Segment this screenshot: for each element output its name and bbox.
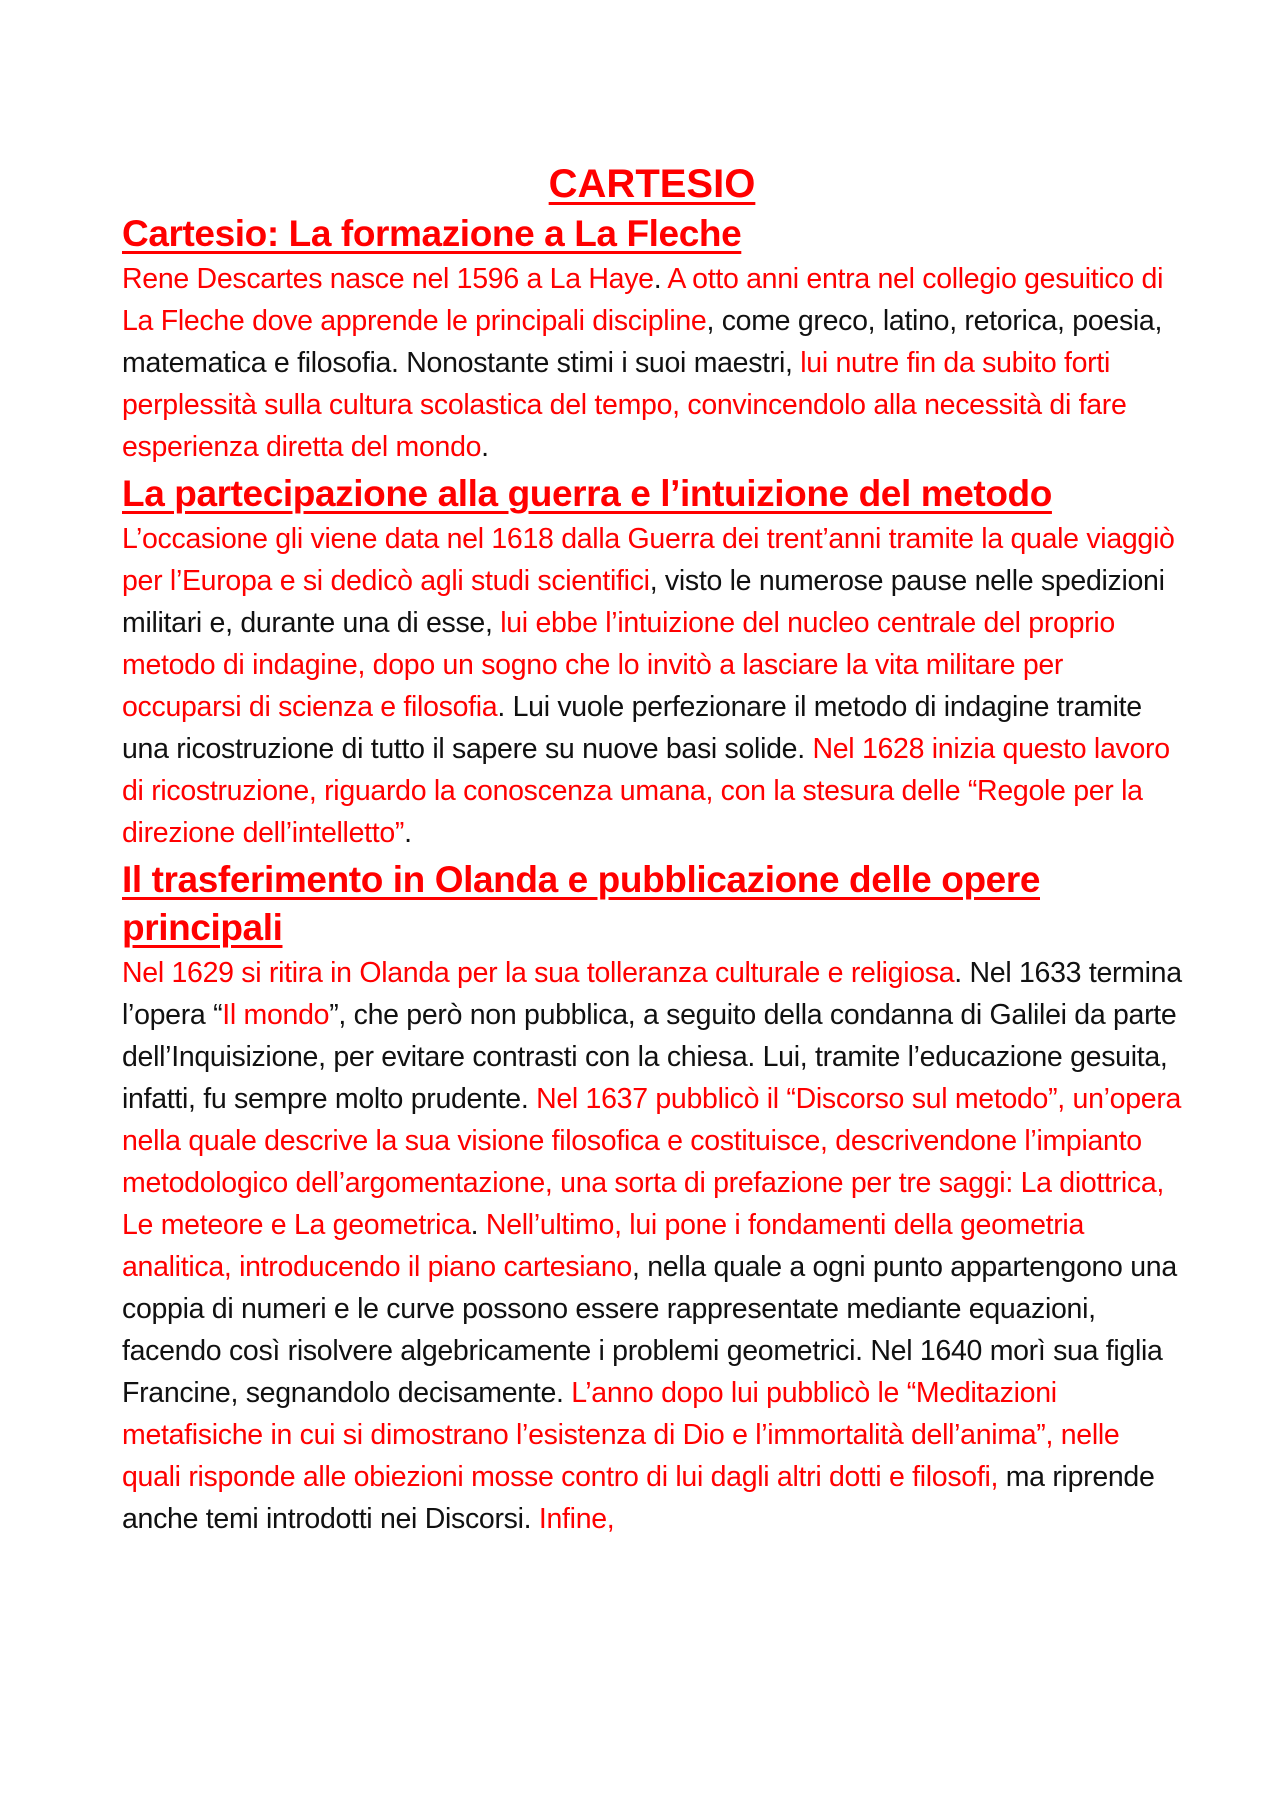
- section-olanda: [122, 856, 1182, 1540]
- document-title: CARTESIO: [548, 162, 756, 206]
- text-normal: .: [404, 817, 412, 849]
- text-highlight: Nel 1637 pubblicò il “Discorso sul metodo”, un’opera nella quale descrive la sua visione filosofica e costituisce, descrivendone l’impianto metodologico dell’argomentazione, una sorta di prefazione per tre saggi: La diottrica, Le meteore e La geometrica: [122, 1083, 1182, 1241]
- text-highlight: Nel 1628 inizia questo lavoro di ricostruzione, riguardo la conoscenza umana, con la stesura delle “Regole per la direzione dell’intelletto”: [122, 733, 1170, 849]
- text-normal: ”, che però non pubblica, a seguito della condanna di Galilei da parte dell’Inquisizione, per evitare contrasti con la chiesa. Lui, tramite l’educazione gesuita, infatti, fu sempre molto prudente.: [122, 999, 1177, 1115]
- text-normal: , come greco, latino, retorica, poesia, matematica e filosofia. Nonostante stimi i suoi maestri,: [122, 305, 1163, 379]
- text-highlight: Rene Descartes nasce nel 1596 a La Haye: [122, 263, 654, 295]
- text-highlight: Nell’ultimo, lui pone i fondamenti della geometria analitica, introducendo il piano cartesiano: [122, 1209, 1085, 1283]
- text-highlight: L’anno dopo lui pubblicò le “Meditazioni metafisiche in cui si dimostrano l’esistenza di Dio e l’immortalità dell’anima”, nelle quali risponde alle obiezioni mosse contro di lui dagli altri dotti e filosofi,: [122, 1377, 1120, 1493]
- text-highlight: Il mondo: [222, 999, 330, 1031]
- section-formazione: [122, 210, 1182, 468]
- section-heading-guerra: La partecipazione alla guerra e l’intuizione del metodo: [122, 473, 1052, 514]
- text-normal: , nella quale a ogni punto appartengono una coppia di numeri e le curve possono essere rappresentate mediante equazioni, facendo così risolvere algebricamente i problemi geometrici. Nel 1640 morì sua figlia Francine, segnandolo decisamente.: [122, 1251, 1177, 1409]
- text-normal: .: [653, 263, 668, 295]
- section-heading-olanda: Il trasferimento in Olanda e pubblicazione delle opere principali: [122, 859, 1040, 948]
- text-highlight: Infine,: [538, 1503, 615, 1535]
- text-highlight: Nel 1629 si ritira in Olanda per la sua tolleranza culturale e religiosa: [122, 957, 955, 989]
- section-heading-formazione: Cartesio: La formazione a La Fleche: [122, 213, 742, 254]
- text-normal: . Nel 1633 termina l’opera “: [122, 957, 1182, 1031]
- text-normal: ma riprende anche temi introdotti nei Discorsi.: [122, 1461, 1155, 1535]
- text-normal: , visto le numerose pause nelle spedizioni militari e, durante una di esse,: [122, 565, 1165, 639]
- text-normal: . Lui vuole perfezionare il metodo di indagine tramite una ricostruzione di tutto il sapere su nuove basi solide.: [122, 691, 1142, 765]
- text-highlight: L’occasione gli viene data nel 1618 dalla Guerra dei trent’anni tramite la quale viaggiò per l’Europa e si dedicò agli studi scientifici: [122, 523, 1175, 597]
- document-page: [122, 158, 1182, 1542]
- text-highlight: lui nutre fin da subito forti perplessità sulla cultura scolastica del tempo, convincendolo alla necessità di fare esperienza diretta del mondo: [122, 347, 1127, 463]
- text-highlight: A otto anni entra nel collegio gesuitico di La Fleche dove apprende le principali discipline: [122, 263, 1164, 337]
- section-paragraph-formazione: [122, 258, 1182, 468]
- text-highlight: lui ebbe l’intuizione del nucleo centrale del proprio metodo di indagine, dopo un sogno che lo invitò a lasciare la vita militare per occuparsi di scienza e filosofia: [122, 607, 1115, 723]
- text-normal: .: [470, 1209, 486, 1241]
- text-normal: .: [481, 431, 489, 463]
- section-paragraph-guerra: [122, 518, 1182, 854]
- section-paragraph-olanda: [122, 952, 1182, 1540]
- section-guerra: [122, 470, 1182, 854]
